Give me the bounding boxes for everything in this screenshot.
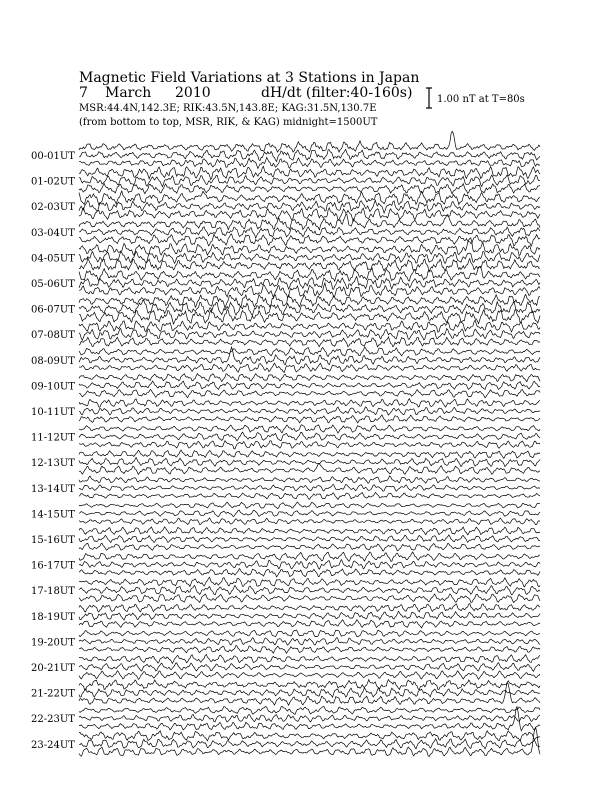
hour-label: 07-08UT xyxy=(31,330,75,342)
station-trace xyxy=(79,407,540,415)
station-trace xyxy=(79,604,540,612)
station-trace xyxy=(79,200,540,213)
hour-label: 15-16UT xyxy=(31,535,75,546)
station-trace xyxy=(79,552,540,562)
station-trace xyxy=(79,464,540,475)
station-trace xyxy=(79,208,540,221)
station-trace xyxy=(79,310,540,325)
hour-label: 08-09UT xyxy=(31,355,75,367)
hour-label: 05-06UT xyxy=(31,279,75,290)
station-trace xyxy=(79,258,540,272)
hour-label: 11-12UT xyxy=(31,432,75,444)
station-trace xyxy=(79,510,540,517)
hour-label: 06-07UT xyxy=(31,304,75,316)
station-trace xyxy=(79,543,540,551)
date-day: 7 xyxy=(79,85,88,101)
station-trace xyxy=(79,518,540,525)
station-trace xyxy=(79,638,540,646)
station-trace xyxy=(79,329,540,341)
station-trace xyxy=(79,645,540,653)
station-trace xyxy=(79,227,540,238)
hour-label: 14-15UT xyxy=(31,509,75,521)
station-trace xyxy=(79,131,540,152)
hour-label: 22-23UT xyxy=(31,714,75,726)
station-trace xyxy=(79,320,540,332)
station-trace xyxy=(79,680,540,691)
date-month: March xyxy=(105,85,152,101)
station-trace xyxy=(79,560,540,570)
station-trace xyxy=(79,277,540,290)
station-trace xyxy=(79,214,540,230)
station-trace xyxy=(79,502,540,509)
station-trace xyxy=(79,663,540,672)
station-trace xyxy=(79,577,540,587)
station-trace xyxy=(79,476,540,483)
station-trace xyxy=(79,238,540,256)
station-trace xyxy=(79,450,540,459)
station-trace xyxy=(79,585,540,595)
station-trace xyxy=(79,731,540,741)
station-trace xyxy=(79,294,540,308)
station-trace xyxy=(79,381,540,389)
hour-rows xyxy=(31,131,540,756)
hour-label: 20-21UT xyxy=(31,663,75,674)
hour-label: 01-02UT xyxy=(31,176,75,188)
chart-title: Magnetic Field Variations at 3 Stations in Japan xyxy=(79,70,420,86)
station-trace xyxy=(79,389,540,397)
station-trace xyxy=(79,191,540,205)
hour-label: 10-11UT xyxy=(31,407,75,418)
station-trace xyxy=(79,441,540,449)
station-trace xyxy=(79,492,540,499)
station-trace xyxy=(79,569,540,577)
hour-label: 23-24UT xyxy=(31,739,75,751)
station-trace xyxy=(79,714,540,722)
station-trace xyxy=(79,347,540,365)
station-trace xyxy=(79,234,540,246)
station-trace xyxy=(79,399,540,408)
station-trace xyxy=(79,688,540,697)
hour-label: 18-19UT xyxy=(31,611,75,623)
hour-label: 03-04UT xyxy=(31,227,75,239)
station-trace xyxy=(79,727,540,756)
station-trace xyxy=(79,348,540,357)
hour-label: 09-10UT xyxy=(31,381,75,393)
station-trace xyxy=(79,594,540,603)
station-trace xyxy=(79,415,540,423)
hour-label: 12-13UT xyxy=(31,458,75,470)
hour-label: 17-18UT xyxy=(31,586,75,598)
hour-label: 04-05UT xyxy=(31,253,75,265)
station-trace xyxy=(79,300,540,315)
date-year: 2010 xyxy=(175,85,211,101)
hour-label: 16-17UT xyxy=(31,560,75,572)
station-trace xyxy=(79,157,540,168)
scale-bar xyxy=(426,88,432,108)
station-trace xyxy=(79,655,540,664)
hour-label: 19-20UT xyxy=(31,637,75,649)
station-trace xyxy=(79,611,540,620)
station-trace xyxy=(79,184,540,194)
quantity-filter-label: dH/dt (filter:40-160s) xyxy=(261,85,413,101)
station-trace xyxy=(79,432,540,441)
station-trace xyxy=(79,337,540,347)
station-trace xyxy=(79,425,540,433)
station-trace xyxy=(79,363,540,372)
hour-label: 13-14UT xyxy=(31,483,75,495)
station-trace xyxy=(79,671,540,680)
station-trace xyxy=(79,620,540,628)
station-trace xyxy=(79,283,540,298)
scale-bar-label: 1.00 nT at T=80s xyxy=(437,94,525,105)
station-trace xyxy=(79,166,540,179)
station-trace xyxy=(79,527,540,535)
hour-label: 02-03UT xyxy=(31,202,75,214)
station-trace xyxy=(79,706,540,714)
station-trace xyxy=(79,458,540,467)
hour-label: 21-22UT xyxy=(31,688,75,700)
station-order-note: (from bottom to top, MSR, RIK, & KAG) midnight=1500UT xyxy=(79,117,378,128)
hour-label: 00-01UT xyxy=(31,151,75,162)
station-trace xyxy=(79,535,540,543)
station-trace xyxy=(79,484,540,491)
station-trace xyxy=(79,630,540,637)
station-coordinates: MSR:44.4N,142.3E; RIK:43.5N,143.8E; KAG:31.5N,130.7E xyxy=(79,103,377,114)
station-trace xyxy=(79,706,540,731)
station-trace xyxy=(79,374,540,382)
